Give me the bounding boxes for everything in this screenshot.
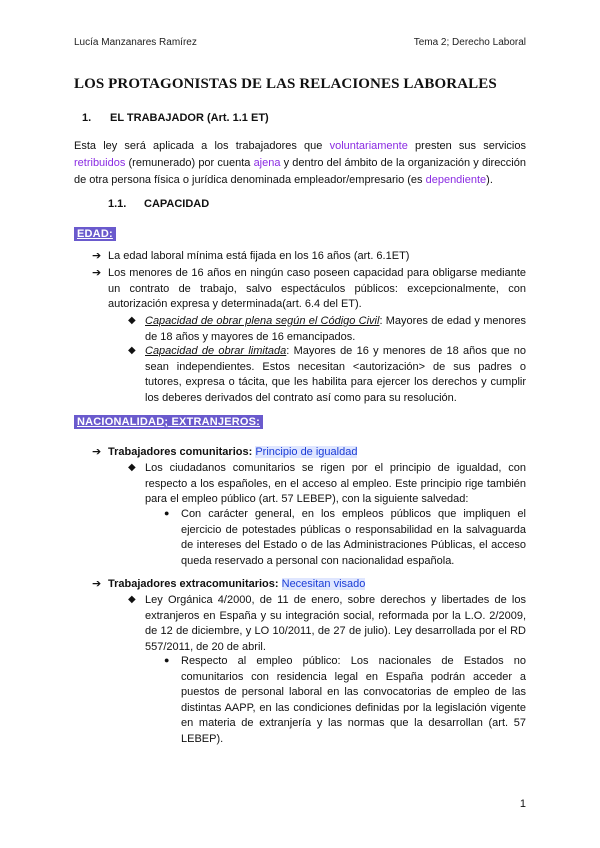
edad-bullet-2: Los menores de 16 años en ningún caso poseen capacidad para obligarse mediante un contrato de trabajo, salvo espectáculos públicos: excepcionalmente, con autorización expresa y determinada(art. 6.4 del ET). (108, 267, 526, 310)
extracomunitarios-label: Trabajadores extracomunitarios: (108, 578, 279, 590)
intro-text: (remunerado) por cuenta (125, 157, 254, 169)
arrow-bullet-icon: ➔ (92, 446, 102, 458)
page-number: 1 (519, 798, 526, 810)
extracomunitarios-text: Ley Orgánica 4/2000, de 11 de enero, sobre derechos y libertades de los extranjeros en España y su integración social, reformada por la L.O. 2/2009, de 12 de diciembre, y LO 10/2011, de 27 de julio). Ley desarrollada por el RD 557/2011, de 20 de abril. (145, 594, 526, 653)
intro-text: Esta ley será aplicada a los trabajadores que (74, 140, 330, 152)
diamond-bullet-icon: ◆ (128, 345, 136, 356)
intro-text: ). (486, 174, 493, 186)
edad-sub-2 (145, 344, 526, 406)
intro-text: presten sus servicios (407, 140, 526, 152)
arrow-bullet-icon: ➔ (92, 578, 102, 590)
header-topic: Tema 2; Derecho Laboral (413, 37, 526, 48)
section-title: EL TRABAJADOR (Art. 1.1 ET) (110, 112, 269, 124)
section-heading (82, 112, 269, 124)
comunitarios-heading (108, 445, 526, 461)
extracomunitarios-key: Necesitan visado (281, 578, 366, 590)
comunitarios-dot: Con carácter general, en los empleos públicos que impliquen el ejercicio de potestades públicas o responsabilidad en la salvaguarda de intereses del Estado o de las Administraciones Públicas, el acceso queda reservado a personal con nacionalidad española. (181, 508, 526, 567)
diamond-bullet-icon: ◆ (128, 594, 136, 605)
capacidad-plena-text: : Mayores de edad y menores de 18 años y mayores de 16 emancipados. (145, 315, 526, 343)
keyword-ajena: ajena (253, 157, 281, 169)
section-number: 1. (82, 112, 92, 124)
arrow-bullet-icon: ➔ (92, 267, 102, 279)
dot-bullet-icon: ● (164, 655, 170, 665)
keyword-dependiente: dependiente (425, 174, 487, 186)
keyword-retribuidos: retribuidos (74, 157, 126, 169)
capacidad-limitada-text: : Mayores de 16 y menores de 18 años que no sean independientes. Estos necesitan <autorización> de sus padres o tutores, expresa o tácita, que les habilita para ejercer los derechos y cumplir los deberes derivados del contrato así como para su resolución. (145, 345, 526, 404)
subsection-title: CAPACIDAD (144, 198, 210, 210)
keyword-voluntariamente: voluntariamente (329, 140, 408, 152)
capacidad-plena-label: Capacidad de obrar plena según el Código Civil (145, 315, 380, 327)
extracomunitarios-heading (108, 577, 526, 593)
diamond-bullet-icon: ◆ (128, 315, 136, 326)
extracomunitarios-dot: Respecto al empleo público: Los nacionales de Estados no comunitarios con residencia legal en España podrán acceder a puestos de personal laboral en las convocatorias de empleo de las distintas AAPP, en las condiciones definidas por la legislación vigente en materia de extranjería y las normas que la desarrollan (art. 57 LEBEP). (181, 655, 526, 745)
nacionalidad-tag: NACIONALIDAD; EXTRANJEROS: (74, 415, 263, 429)
arrow-bullet-icon: ➔ (92, 250, 102, 262)
subsection-number: 1.1. (108, 198, 127, 210)
edad-tag: EDAD: (74, 227, 116, 241)
comunitarios-key: Principio de igualdad (255, 446, 358, 458)
edad-sub-1 (145, 314, 526, 345)
subsection-heading (108, 198, 209, 210)
capacidad-limitada-label: Capacidad de obrar limitada (145, 345, 287, 357)
header-author: Lucía Manzanares Ramírez (74, 37, 197, 48)
comunitarios-label: Trabajadores comunitarios: (108, 446, 253, 458)
dot-bullet-icon: ● (164, 508, 170, 518)
intro-paragraph (74, 138, 526, 189)
edad-bullet-1: La edad laboral mínima está fijada en los 16 años (art. 6.1ET) (108, 250, 410, 262)
diamond-bullet-icon: ◆ (128, 462, 136, 473)
document-title: LOS PROTAGONISTAS DE LAS RELACIONES LABORALES (74, 76, 497, 92)
intro-text: y dentro del ámbito de la organización y dirección de otra persona física o jurídica denominada empleador/empresario (es (74, 157, 526, 186)
comunitarios-text: Los ciudadanos comunitarios se rigen por el principio de igualdad, con respecto a los españoles, en el acceso al empleo. Este principio rige también para el empleo público (art. 57 LEBEP), con la siguiente salvedad: (145, 462, 526, 505)
